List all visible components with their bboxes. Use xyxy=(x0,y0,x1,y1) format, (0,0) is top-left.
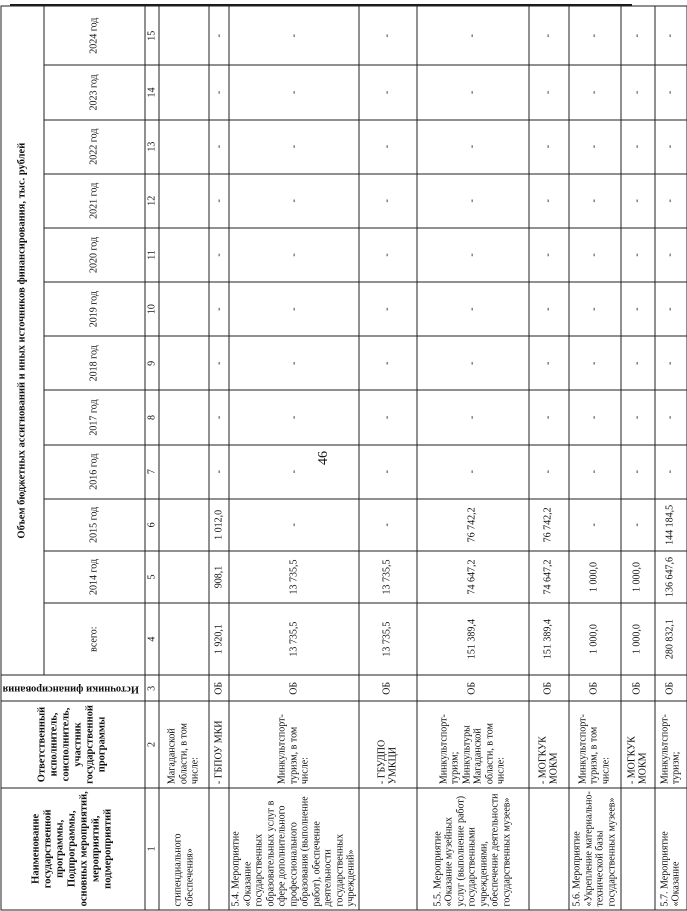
row-year-value: - xyxy=(209,120,229,174)
header-responsible: Ответственный исполнитель, соисполнитель, участник государственной программы xyxy=(1,701,145,787)
row-year-value: - xyxy=(417,445,529,499)
table-body xyxy=(159,6,687,910)
row-year-value: - xyxy=(359,282,417,336)
row-year-value xyxy=(159,120,209,174)
row-total: 13 735,5 xyxy=(359,603,417,675)
row-total: 280 832,1 xyxy=(655,603,687,675)
table-row xyxy=(417,6,529,910)
row-year-value: - xyxy=(569,65,621,119)
row-year-value: - xyxy=(621,499,655,551)
row-total: 13 735,5 xyxy=(229,603,359,675)
row-responsible: - МОГКУК МОКМ xyxy=(621,701,655,787)
header-year: 2015 год xyxy=(44,499,145,551)
row-year-value: - xyxy=(569,174,621,228)
row-year-value xyxy=(159,6,209,65)
row-year-value: - xyxy=(229,228,359,282)
row-year-value: - xyxy=(621,336,655,390)
row-year-value: - xyxy=(621,390,655,444)
row-responsible: - МОГКУК МОКМ xyxy=(529,701,569,787)
row-year-value: 908,1 xyxy=(209,551,229,603)
row-year-value: - xyxy=(359,390,417,444)
row-name: стипендиального обеспечения» xyxy=(159,788,209,910)
row-source: ОБ xyxy=(229,675,359,701)
row-year-value: - xyxy=(359,65,417,119)
header-year: 2019 год xyxy=(44,282,145,336)
header-year: 2024 год xyxy=(44,6,145,65)
table-row xyxy=(209,6,229,910)
row-year-value: - xyxy=(359,445,417,499)
row-year-value xyxy=(159,551,209,603)
row-year-value xyxy=(159,174,209,228)
page-number: 46 xyxy=(316,413,338,503)
row-total xyxy=(159,603,209,675)
col-number: 11 xyxy=(145,228,160,282)
row-year-value: - xyxy=(229,120,359,174)
col-number: 8 xyxy=(145,390,160,444)
col-number: 14 xyxy=(145,65,160,119)
row-year-value: - xyxy=(621,228,655,282)
row-total: 151 389,4 xyxy=(529,603,569,675)
row-year-value: - xyxy=(417,228,529,282)
row-year-value xyxy=(159,336,209,390)
rotated-page xyxy=(1,6,611,911)
row-year-value: - xyxy=(655,336,687,390)
row-year-value: - xyxy=(209,445,229,499)
row-source: ОБ xyxy=(359,675,417,701)
row-year-value: 1 000,0 xyxy=(569,551,621,603)
row-year-value: - xyxy=(529,174,569,228)
row-year-value: - xyxy=(529,120,569,174)
row-source xyxy=(159,675,209,701)
row-year-value xyxy=(159,390,209,444)
row-year-value: - xyxy=(529,282,569,336)
header-year: 2014 год xyxy=(44,551,145,603)
row-name xyxy=(621,788,655,910)
row-year-value: - xyxy=(359,120,417,174)
header-year: 2023 год xyxy=(44,65,145,119)
row-year-value: - xyxy=(655,282,687,336)
row-year-value: 76 742,2 xyxy=(529,499,569,551)
header-year: 2016 год xyxy=(44,445,145,499)
row-year-value: - xyxy=(621,282,655,336)
row-year-value: - xyxy=(655,445,687,499)
row-responsible: Минкультспорт-туризм, в том числе: xyxy=(229,701,359,787)
column-numbers-row xyxy=(145,6,160,910)
row-year-value: - xyxy=(417,6,529,65)
row-year-value: 74 647,2 xyxy=(529,551,569,603)
row-year-value: - xyxy=(229,499,359,551)
row-responsible: Минкультспорт-туризм; Минкультуры Магаданской области, в том числе: xyxy=(417,701,529,787)
row-year-value: - xyxy=(621,6,655,65)
col-number: 13 xyxy=(145,120,160,174)
row-name xyxy=(529,788,569,910)
row-year-value: - xyxy=(417,336,529,390)
col-number: 15 xyxy=(145,6,160,65)
header-total: всего: xyxy=(44,603,145,675)
row-year-value: - xyxy=(529,390,569,444)
table-row xyxy=(229,6,359,910)
row-total: 1 000,0 xyxy=(569,603,621,675)
header-year: 2022 год xyxy=(44,120,145,174)
row-year-value: - xyxy=(569,390,621,444)
row-source: ОБ xyxy=(655,675,687,701)
row-year-value: - xyxy=(417,174,529,228)
row-name: 5.7. Мероприятие «Оказание xyxy=(655,788,687,910)
row-year-value xyxy=(159,499,209,551)
row-year-value: - xyxy=(359,499,417,551)
row-responsible: - ГБУДПО УМКЦИ xyxy=(359,701,417,787)
row-source: ОБ xyxy=(417,675,529,701)
row-year-value: - xyxy=(655,65,687,119)
header-source: Источники финансирования xyxy=(1,675,145,701)
row-year-value: - xyxy=(359,174,417,228)
row-year-value: - xyxy=(569,336,621,390)
row-year-value xyxy=(159,445,209,499)
table-row xyxy=(569,6,621,910)
row-year-value: - xyxy=(655,390,687,444)
row-year-value xyxy=(159,282,209,336)
col-number: 12 xyxy=(145,174,160,228)
row-responsible: Минкультспорт-туризм; xyxy=(655,701,687,787)
row-year-value: 74 647,2 xyxy=(417,551,529,603)
row-year-value: - xyxy=(209,390,229,444)
header-year: 2020 год xyxy=(44,228,145,282)
row-year-value: - xyxy=(655,228,687,282)
row-year-value: - xyxy=(209,282,229,336)
table-row xyxy=(655,6,687,910)
row-year-value: - xyxy=(229,390,359,444)
col-number: 5 xyxy=(145,551,160,603)
row-name xyxy=(359,788,417,910)
row-year-value: - xyxy=(655,6,687,65)
row-year-value: 144 184,5 xyxy=(655,499,687,551)
financing-table xyxy=(1,6,687,911)
row-year-value: - xyxy=(529,65,569,119)
row-source: ОБ xyxy=(209,675,229,701)
col-number: 4 xyxy=(145,603,160,675)
row-year-value: - xyxy=(529,228,569,282)
row-source: ОБ xyxy=(529,675,569,701)
table-row xyxy=(159,6,209,910)
col-number: 9 xyxy=(145,336,160,390)
header-year: 2018 год xyxy=(44,336,145,390)
table-row xyxy=(621,6,655,910)
row-year-value: - xyxy=(655,174,687,228)
col-number: 10 xyxy=(145,282,160,336)
row-year-value: - xyxy=(417,282,529,336)
header-name: Наименование государственной программы, Подпрограммы, основных мероприятий, мероприятий, подмероприятий xyxy=(1,788,145,910)
row-responsible: - ГБПОУ МКИ xyxy=(209,701,229,787)
row-year-value: 13 735,5 xyxy=(359,551,417,603)
row-year-value xyxy=(159,228,209,282)
col-number: 2 xyxy=(145,701,160,787)
table-row xyxy=(359,6,417,910)
table-row xyxy=(529,6,569,910)
row-year-value: - xyxy=(569,6,621,65)
row-responsible: Минкультспорт-туризм, в том числе: xyxy=(569,701,621,787)
row-year-value: - xyxy=(621,174,655,228)
row-name: 5.6. Мероприятие «Укрепление материально-технической базы государственных музеев» xyxy=(569,788,621,910)
row-name xyxy=(209,788,229,910)
row-year-value: - xyxy=(229,445,359,499)
header-year: 2017 год xyxy=(44,390,145,444)
row-year-value: - xyxy=(417,390,529,444)
row-year-value: 1 012,0 xyxy=(209,499,229,551)
row-responsible: Магаданской области, в том числе: xyxy=(159,701,209,787)
row-year-value: - xyxy=(529,445,569,499)
row-total: 1 920,1 xyxy=(209,603,229,675)
row-year-value: - xyxy=(569,228,621,282)
row-year-value: - xyxy=(209,65,229,119)
row-year-value: - xyxy=(209,174,229,228)
row-year-value: - xyxy=(655,120,687,174)
col-number: 1 xyxy=(145,788,160,910)
row-year-value: - xyxy=(209,6,229,65)
col-number: 6 xyxy=(145,499,160,551)
row-year-value: 1 000,0 xyxy=(621,551,655,603)
row-year-value: - xyxy=(229,6,359,65)
row-year-value: - xyxy=(229,65,359,119)
row-name: 5.4. Мероприятие «Оказание государственных образовательных услуг в сфере дополнительного профессионального образования (выполнение работ), обеспечение деятельности государственных учреждений» xyxy=(229,788,359,910)
row-year-value xyxy=(159,65,209,119)
row-source: ОБ xyxy=(621,675,655,701)
row-year-value: - xyxy=(417,65,529,119)
header-volume: Объем бюджетных ассигнований и иных источников финансирования, тыс. рублей xyxy=(1,6,44,675)
row-year-value: - xyxy=(569,445,621,499)
row-year-value: - xyxy=(417,120,529,174)
row-year-value: - xyxy=(229,174,359,228)
col-number: 3 xyxy=(145,675,160,701)
row-source: ОБ xyxy=(569,675,621,701)
row-year-value: - xyxy=(529,6,569,65)
row-year-value: 13 735,5 xyxy=(229,551,359,603)
row-year-value: - xyxy=(621,65,655,119)
row-name: 5.5. Мероприятие «Оказание музейных услуг (выполнение работ) государственными учреждениями, обеспечение деятельности государственных музеев» xyxy=(417,788,529,910)
row-total: 151 389,4 xyxy=(417,603,529,675)
row-year-value: - xyxy=(529,336,569,390)
row-year-value: - xyxy=(209,336,229,390)
row-year-value: - xyxy=(569,499,621,551)
row-year-value: 76 742,2 xyxy=(417,499,529,551)
col-number: 7 xyxy=(145,445,160,499)
row-total: 1 000,0 xyxy=(621,603,655,675)
row-year-value: - xyxy=(359,336,417,390)
row-year-value: - xyxy=(621,445,655,499)
row-year-value: - xyxy=(621,120,655,174)
row-year-value: - xyxy=(229,282,359,336)
row-year-value: - xyxy=(359,6,417,65)
row-year-value: 136 647,6 xyxy=(655,551,687,603)
row-year-value: - xyxy=(569,120,621,174)
row-year-value: - xyxy=(359,228,417,282)
header-year: 2021 год xyxy=(44,174,145,228)
row-year-value: - xyxy=(569,282,621,336)
row-year-value: - xyxy=(229,336,359,390)
row-year-value: - xyxy=(209,228,229,282)
